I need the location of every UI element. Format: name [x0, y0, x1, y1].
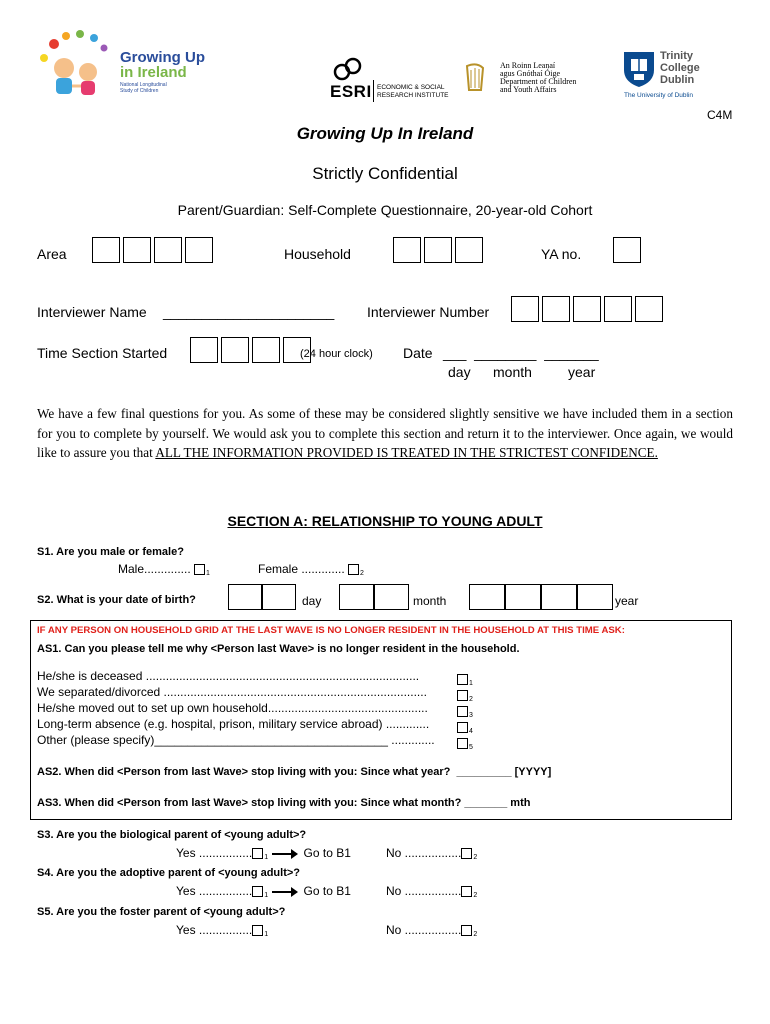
area-digit-box[interactable]: [92, 237, 120, 263]
interviewer-digit-box[interactable]: [573, 296, 601, 322]
s5-yes-checkbox[interactable]: [252, 925, 263, 936]
s1-question: S1. Are you male or female?: [37, 546, 184, 558]
tcd-line3: Dublin: [660, 74, 695, 86]
area-digit-box[interactable]: [154, 237, 182, 263]
s1-female-code: 2: [360, 570, 364, 577]
arrow-right-icon: [272, 891, 296, 893]
dcya-line2: agus Gnóthaí Óige: [500, 69, 560, 78]
s1-female-checkbox[interactable]: [348, 564, 359, 575]
as1-option-4-code: 4: [469, 728, 473, 735]
dcya-line4: and Youth Affairs: [500, 85, 557, 94]
s3-yes-option: [176, 846, 351, 861]
gui-logo-line3: National Longitudinal: [120, 82, 167, 88]
s5-no-code: 2: [473, 931, 478, 938]
gui-logo-line1: Growing Up: [120, 49, 205, 66]
interviewer-number-boxes: [511, 296, 663, 322]
as1-option-2-code: 2: [469, 696, 473, 703]
dcya-logo: [463, 60, 593, 100]
area-boxes: [92, 237, 213, 263]
s4-question: S4. Are you the adoptive parent of <young adult>?: [37, 867, 301, 879]
ya-no-boxes: [613, 237, 641, 263]
s5-yes-code: 1: [264, 931, 269, 938]
time-digit-box[interactable]: [221, 337, 249, 363]
s5-no-checkbox[interactable]: [461, 925, 472, 936]
s3-no-checkbox[interactable]: [461, 848, 472, 859]
s5-no-label: No .................: [386, 923, 462, 937]
s5-yes-label: Yes ................: [176, 923, 253, 937]
ya-no-label: YA no.: [541, 246, 582, 262]
dob-year-box[interactable]: [541, 584, 577, 610]
dob-year-box[interactable]: [577, 584, 613, 610]
s4-no-checkbox[interactable]: [461, 886, 472, 897]
interviewer-name-label: Interviewer Name: [37, 304, 147, 320]
as1-option-4: Long-term absence (e.g. hospital, prison, military service abroad) .............: [37, 717, 430, 731]
s3-no-label: No .................: [386, 846, 462, 860]
growing-up-in-ireland-logo: [36, 28, 211, 106]
s2-year-label: year: [615, 594, 639, 608]
dob-year-box[interactable]: [505, 584, 541, 610]
esri-line1: ECONOMIC & SOCIAL: [377, 84, 445, 91]
area-digit-box[interactable]: [185, 237, 213, 263]
interviewer-number-label: Interviewer Number: [367, 304, 490, 320]
esri-logo: [330, 56, 450, 104]
as1-question: AS1. Can you please tell me why <Person last Wave> is no longer resident in the household.: [37, 643, 520, 655]
as1-option-1-code: 1: [469, 680, 473, 687]
household-digit-box[interactable]: [393, 237, 421, 263]
household-digit-box[interactable]: [455, 237, 483, 263]
esri-line2: RESEARCH INSTITUTE: [377, 92, 449, 99]
intro-paragraph: [37, 404, 733, 463]
s4-no-code: 2: [473, 892, 478, 899]
tcd-line1: Trinity: [660, 50, 694, 62]
intro-text: We have a few final questions for you. As some of these may be considered slightly sensitive we have included them in a section for you to complete by yourself. We would ask you to complete this section and return it to the interviewer. Once again, we would like to assure you that: [37, 406, 733, 460]
as1-option-5-checkbox[interactable]: [457, 738, 468, 749]
esri-mark-icon: [332, 56, 364, 84]
household-label: Household: [284, 246, 351, 262]
s1-male-code: 1: [206, 570, 210, 577]
interviewer-digit-box[interactable]: [635, 296, 663, 322]
s2-question: S2. What is your date of birth?: [37, 594, 196, 606]
esri-abbr: ESRI: [330, 82, 372, 101]
as1-option-1-checkbox[interactable]: [457, 674, 468, 685]
time-digit-box[interactable]: [190, 337, 218, 363]
household-boxes: [393, 237, 483, 263]
as2-question: AS2. When did <Person from last Wave> stop living with you: Since what year? _________ [YYYY]: [37, 766, 552, 778]
interviewer-digit-box[interactable]: [604, 296, 632, 322]
dob-year-boxes: [469, 584, 613, 610]
s1-female-label: Female .............: [258, 562, 345, 576]
date-year-label: year: [568, 364, 596, 380]
s1-male-label: Male..............: [118, 562, 191, 576]
s1-male-checkbox[interactable]: [194, 564, 205, 575]
dob-day-boxes: [228, 584, 296, 610]
as1-option-3-checkbox[interactable]: [457, 706, 468, 717]
interviewer-digit-box[interactable]: [511, 296, 539, 322]
harp-icon: [463, 62, 487, 94]
date-label: Date: [403, 345, 433, 361]
s3-yes-code: 1: [264, 854, 269, 861]
as1-option-5-code: 5: [469, 744, 473, 751]
dob-day-box[interactable]: [262, 584, 296, 610]
date-month-label: month: [493, 364, 532, 380]
tcd-crest-icon: [622, 50, 656, 88]
dob-month-box[interactable]: [374, 584, 409, 610]
s5-question: S5. Are you the foster parent of <young adult>?: [37, 906, 286, 918]
as1-option-4-checkbox[interactable]: [457, 722, 468, 733]
dob-day-box[interactable]: [228, 584, 262, 610]
s4-yes-label: Yes ................: [176, 884, 253, 898]
dob-year-box[interactable]: [469, 584, 505, 610]
s1-female-option: [258, 562, 364, 577]
page-title: Growing Up In Ireland: [296, 124, 474, 143]
gui-logo-line2: in Ireland: [120, 64, 187, 81]
s2-month-label: month: [413, 594, 447, 608]
s3-yes-label: Yes ................: [176, 846, 253, 860]
clock-note: (24 hour clock): [300, 348, 373, 360]
as1-option-1: He/she is deceased ..................................................................................: [37, 669, 420, 683]
as1-option-3-code: 3: [469, 712, 473, 719]
as1-option-2: We separated/divorced ...............................................................................: [37, 685, 427, 699]
dcya-line3: Department of Children: [500, 77, 577, 86]
page-subtitle: Strictly Confidential: [312, 164, 458, 183]
s3-yes-checkbox[interactable]: [252, 848, 263, 859]
dcya-line1: An Roinn Leanaí: [500, 61, 556, 70]
area-digit-box[interactable]: [123, 237, 151, 263]
s4-yes-option: [176, 884, 351, 899]
arrow-right-icon: [272, 853, 296, 855]
instruction-text: IF ANY PERSON ON HOUSEHOLD GRID AT THE LAST WAVE IS NO LONGER RESIDENT IN THE HOUSEHOLD AT THIS TIME ASK:: [37, 625, 625, 636]
tcd-logo: [622, 48, 732, 104]
s5-no-option: [386, 923, 477, 938]
s4-goto: Go to B1: [303, 884, 351, 898]
form-name: Parent/Guardian: Self-Complete Questionnaire, 20-year-old Cohort: [177, 202, 593, 218]
area-label: Area: [37, 246, 67, 262]
time-digit-box[interactable]: [252, 337, 280, 363]
s4-yes-code: 1: [264, 892, 269, 899]
tcd-line4: The University of Dublin: [624, 92, 693, 99]
as1-option-3: He/she moved out to set up own household................................................: [37, 701, 428, 715]
tcd-line2: College: [660, 62, 700, 74]
s3-no-option: [386, 846, 477, 861]
s3-goto: Go to B1: [303, 846, 351, 860]
dob-month-box[interactable]: [339, 584, 374, 610]
as1-option-2-checkbox[interactable]: [457, 690, 468, 701]
household-digit-box[interactable]: [424, 237, 452, 263]
ya-no-digit-box[interactable]: [613, 237, 641, 263]
s2-day-label: day: [302, 594, 322, 608]
children-illustration-icon: [36, 28, 116, 106]
as1-option-5-box: [457, 734, 473, 752]
s3-question: S3. Are you the biological parent of <young adult>?: [37, 829, 307, 841]
s4-no-option: [386, 884, 477, 899]
form-code: C4M: [707, 108, 733, 122]
section-a-heading: SECTION A: RELATIONSHIP TO YOUNG ADULT: [227, 513, 543, 529]
gui-logo-line4: Study of Children: [120, 88, 159, 94]
s3-no-code: 2: [473, 854, 478, 861]
interviewer-name-field[interactable]: ______________________: [163, 304, 335, 320]
interviewer-digit-box[interactable]: [542, 296, 570, 322]
intro-confidential: ALL THE INFORMATION PROVIDED IS TREATED IN THE STRICTEST CONFIDENCE.: [155, 445, 658, 460]
time-started-label: Time Section Started: [37, 345, 168, 361]
date-day-label: day: [448, 364, 471, 380]
s4-no-label: No .................: [386, 884, 462, 898]
time-started-boxes: [190, 337, 311, 363]
s5-yes-option: [176, 923, 268, 938]
dob-month-boxes: [339, 584, 409, 610]
date-field[interactable]: ___ ________ _______: [443, 345, 599, 361]
as1-option-5: Other (please specify)___________________________________ .............: [37, 733, 435, 747]
s4-yes-checkbox[interactable]: [252, 886, 263, 897]
as3-question: AS3. When did <Person from last Wave> stop living with you: Since what month? _______ mth: [37, 797, 531, 809]
s1-male-option: [118, 562, 210, 577]
